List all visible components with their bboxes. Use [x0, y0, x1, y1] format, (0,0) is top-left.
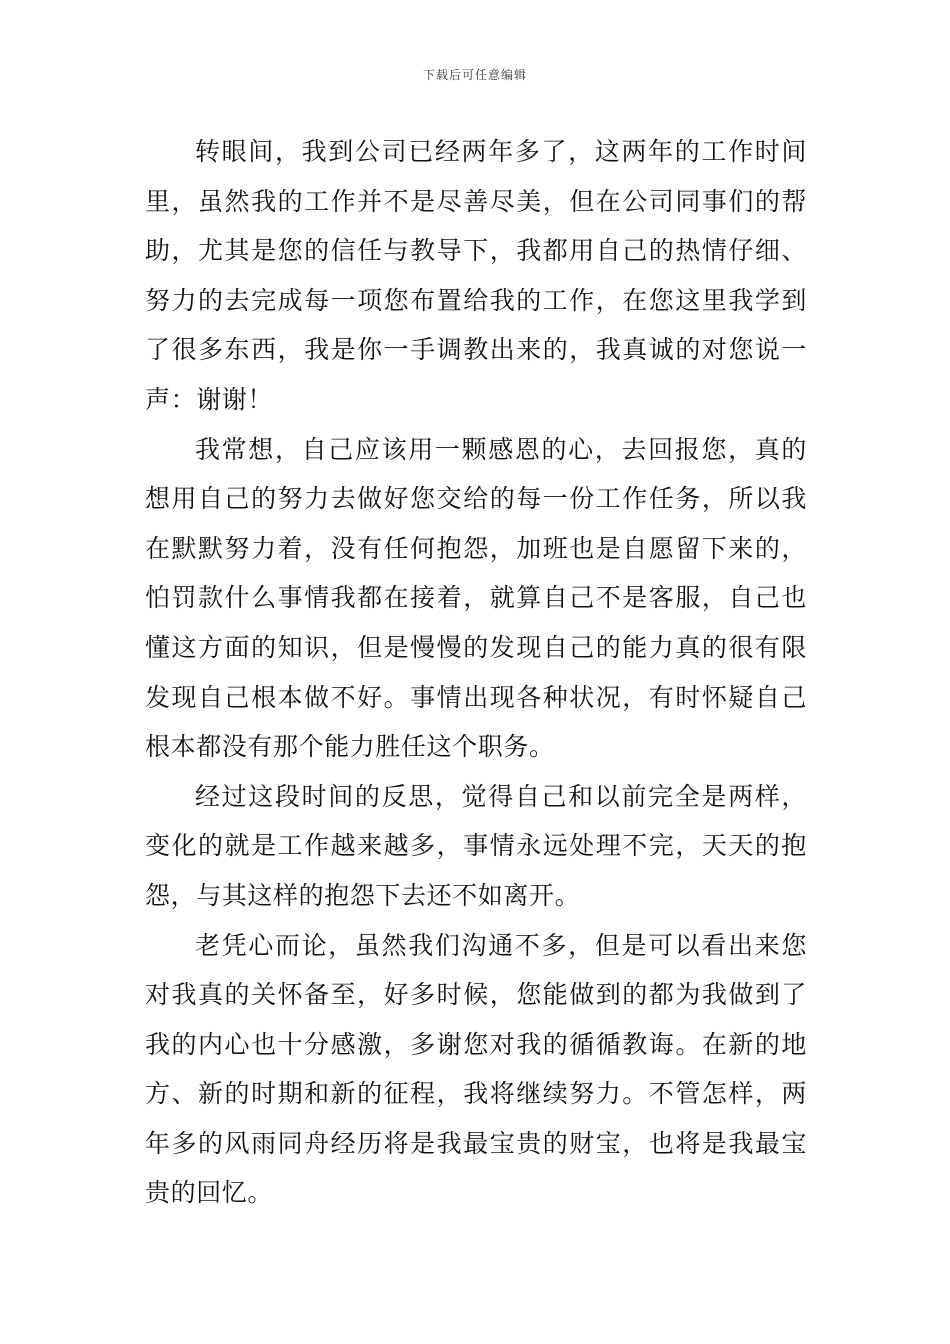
document-body — [145, 127, 807, 1218]
paragraph-1: 转眼间，我到公司已经两年多了，这两年的工作时间里，虽然我的工作并不是尽善尽美，但在公司同事们的帮助，尤其是您的信任与教导下，我都用自己的热情仔细、努力的去完成每一项您布置给我的工作，在您这里我学到了很多东西，我是你一手调教出来的，我真诚的对您说一声：谢谢！ — [145, 137, 807, 414]
header-note: 下载后可任意编辑 — [422, 68, 527, 82]
paragraph-2: 我常想，自己应该用一颗感恩的心，去回报您，真的想用自己的努力去做好您交给的每一份工作任务，所以我在默默努力着，没有任何抱怨，加班也是自愿留下来的，怕罚款什么事情我都在接着，就算自己不是客服，自己也懂这方面的知识，但是慢慢的发现自己的能力真的很有限发现自己根本做不好。事情出现各种状况，有时怀疑自己根本都没有那个能力胜任这个职务。 — [145, 434, 807, 762]
paragraph-4: 老凭心而论，虽然我们沟通不多，但是可以看出来您对我真的关怀备至，好多时候，您能做到的都为我做到了我的内心也十分感激，多谢您对我的循循教诲。在新的地方、新的时期和新的征程，我将继续努力。不管怎样，两年多的风雨同舟经历将是我最宝贵的财宝，也将是我最宝贵的回忆。 — [145, 930, 807, 1208]
paragraph-3: 经过这段时间的反思，觉得自己和以前完全是两样，变化的就是工作越来越多，事情永远处理不完，天天的抱怨，与其这样的抱怨下去还不如离开。 — [145, 781, 807, 910]
